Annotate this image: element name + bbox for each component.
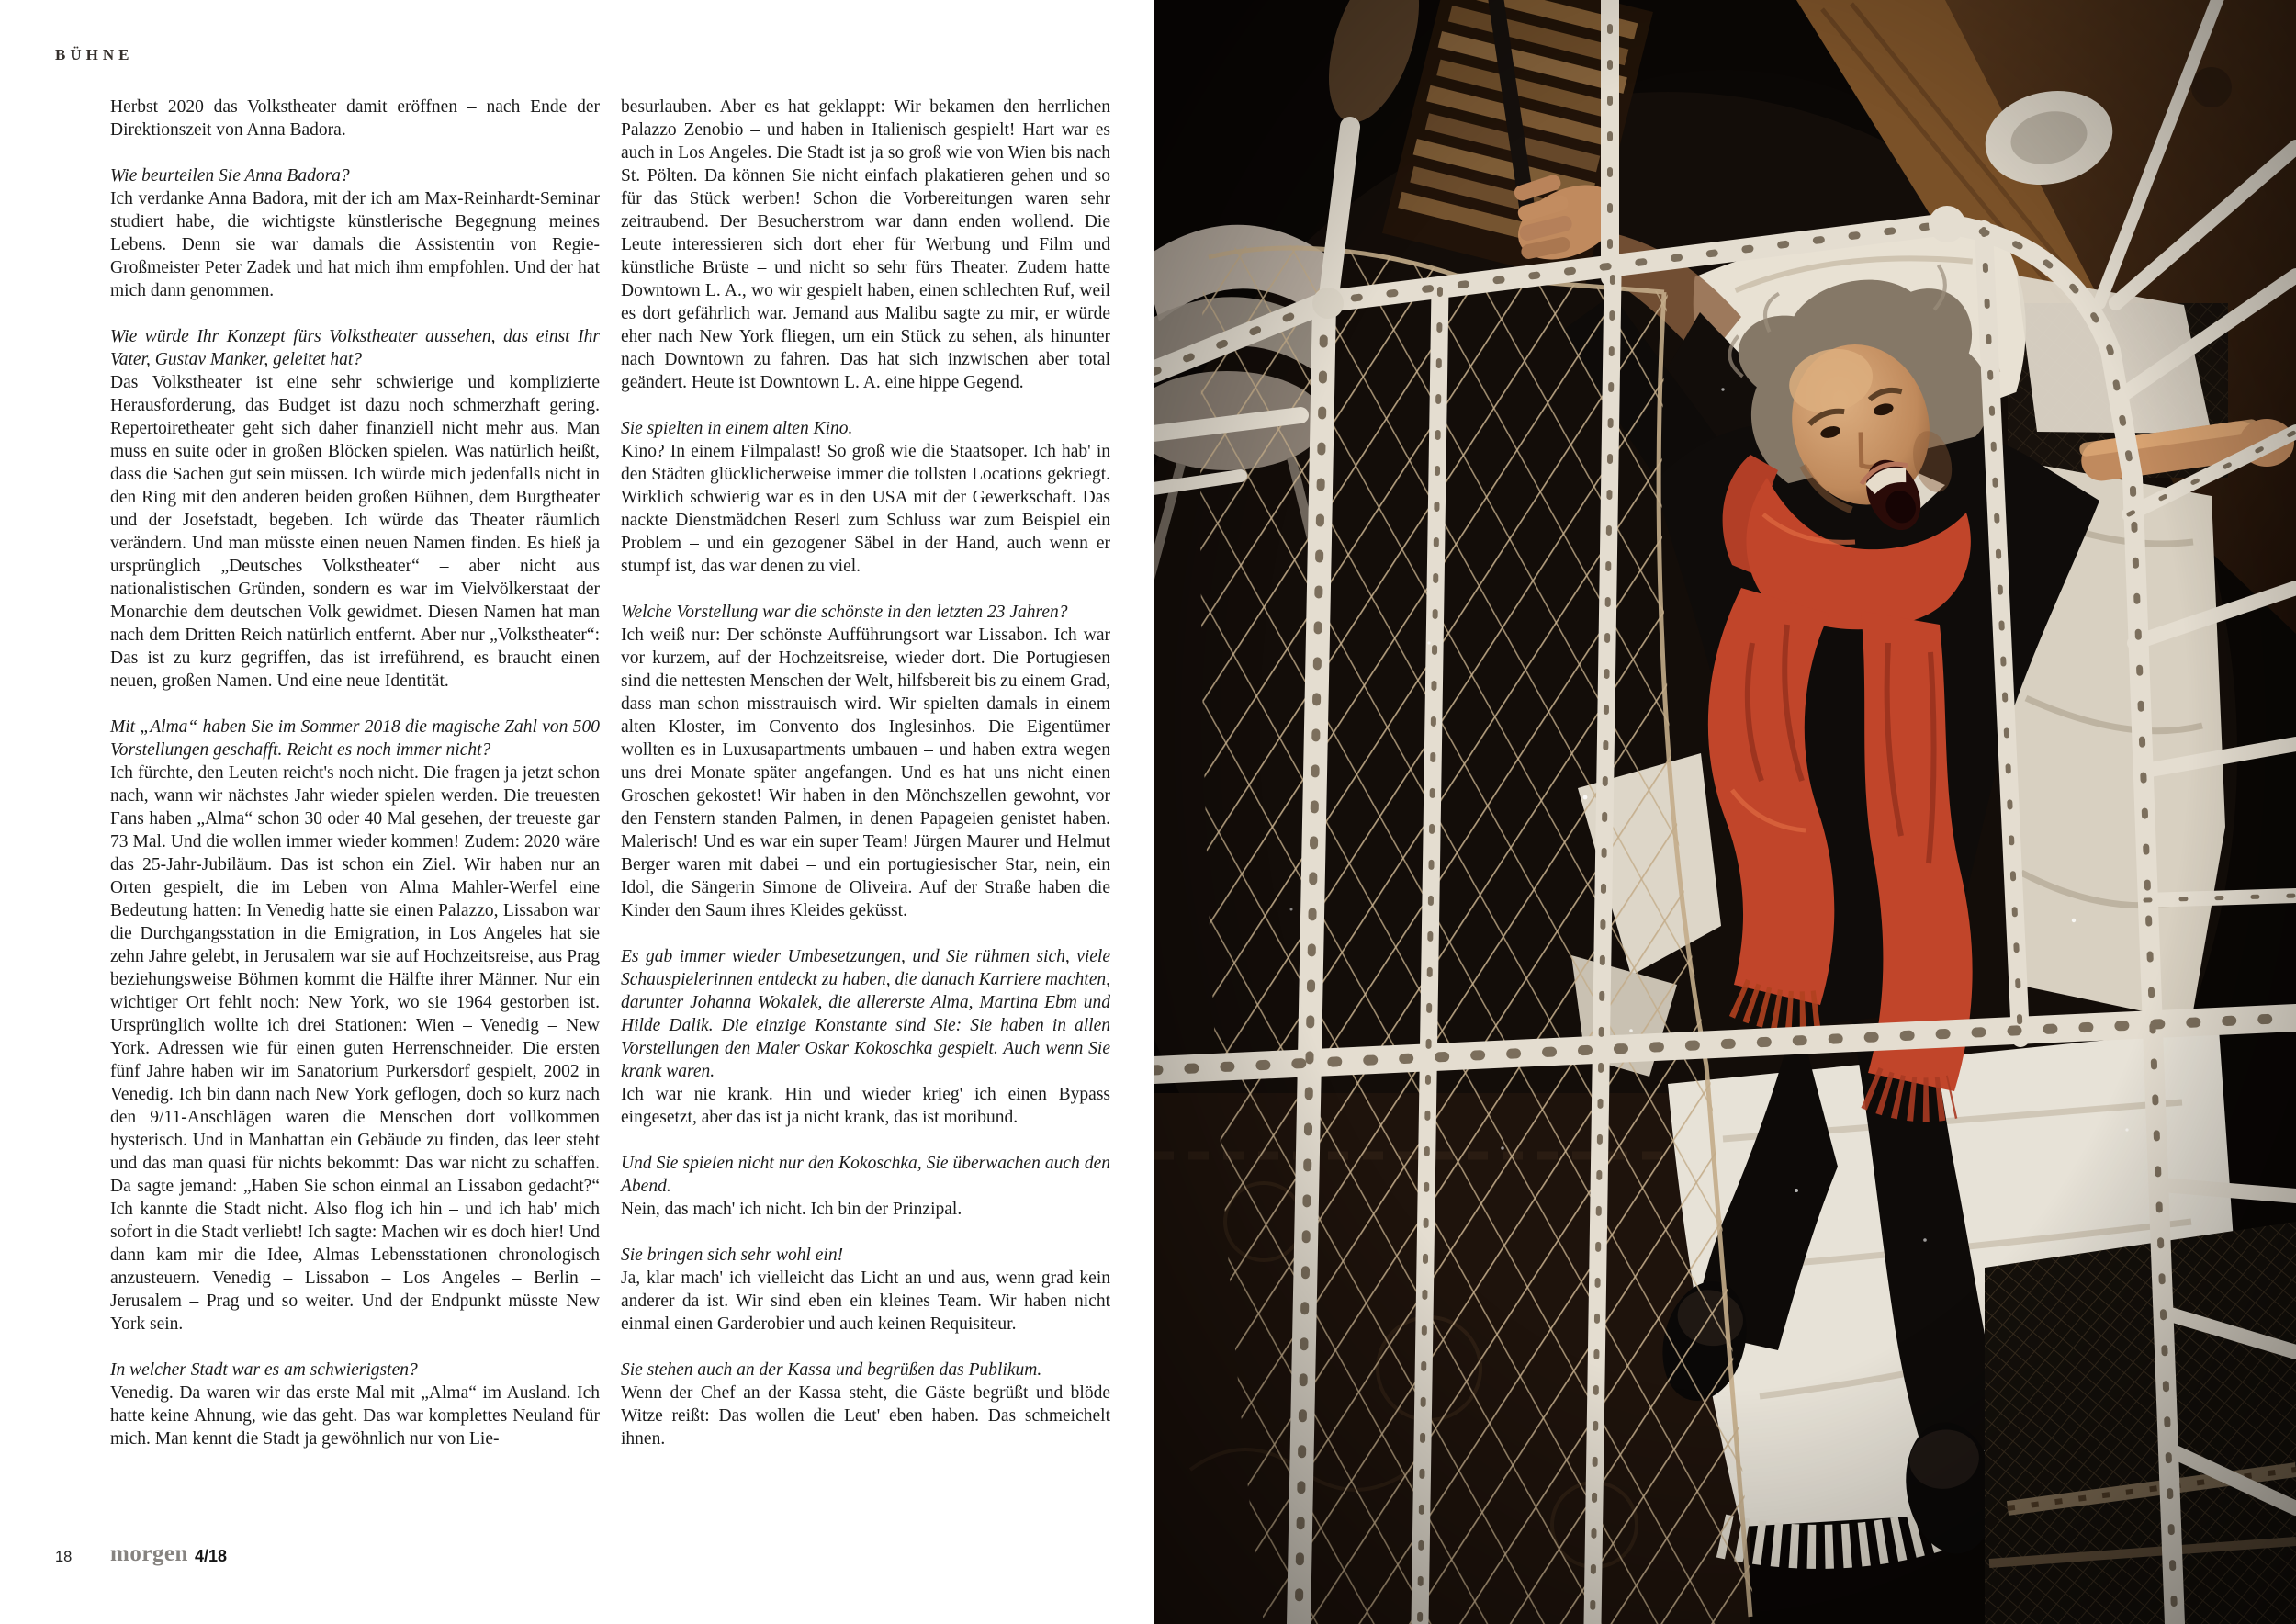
article-column-2 [621, 96, 1110, 1450]
interview-question: Sie stehen auch an der Kassa und begrüßen das Publikum. [621, 1360, 1042, 1380]
interview-question: In welcher Stadt war es am schwierigsten? [110, 1360, 418, 1380]
issue-number: 4/18 [195, 1547, 228, 1565]
interview-answer: Nein, das mach' ich nicht. Ich bin der Prinzipal. [621, 1200, 962, 1219]
interview-answer: Ich war nie krank. Hin und wieder krieg' ich einen Bypass eingesetzt, aber das ist ja nicht krank, das ist moribund. [621, 1085, 1110, 1127]
interview-answer: besurlauben. Aber es hat geklappt: Wir bekamen den herrlichen Palazzo Zenobio – und haben in Italienisch gespielt! Hart war es auch in Los Angeles. Die Stadt ist ja so groß wie von Wien bis nach St. Pölten. Da können Sie nicht einfach plakatieren gehen und so für das Stück werben! Schon die Vorbereitungen waren sehr zeitraubend. Der Besucherstrom war dann enden wollend. Die Leute interessieren sich dort eher für Werbung und Film und künstliche Brüste – und nicht so sehr fürs Theater. Zudem hatte Downtown L. A., wo wir gespielt haben, einen schlechten Ruf, weil es dort gefährlich war. Jemand aus Malibu sagte zu mir, er würde eher nach New York fliegen, um ein Stück zu sehen, als hinunter nach Downtown zu fahren. Das hat sich inzwischen aber total geändert. Heute ist Downtown L. A. eine hippe Gegend. [621, 97, 1110, 392]
page-footer [0, 1541, 1111, 1578]
interview-question: Mit „Alma“ haben Sie im Sommer 2018 die magische Zahl von 500 Vorstellungen geschafft. Reicht es noch immer nicht? [110, 717, 600, 760]
interview-question: Welche Vorstellung war die schönste in den letzten 23 Jahren? [621, 603, 1068, 622]
interview-question: Und Sie spielen nicht nur den Kokoschka, Sie überwachen auch den Abend. [621, 1154, 1110, 1196]
interview-answer: Venedig. Da waren wir das erste Mal mit „Alma“ im Ausland. Ich hatte keine Ahnung, wie das geht. Das war komplettes Neuland für mich. Man kennt die Stadt ja gewöhnlich nur von Lie- [110, 1383, 600, 1449]
interview-answer: Ich weiß nur: Der schönste Aufführungsort war Lissabon. Ich war vor kurzem, auf der Hochzeitsreise, wieder dort. Die Portugiesen sind die nettesten Menschen der Welt, hilfsbereit bis zu einem Grad, dass man schon misstrauisch wird. Wir spielten damals in einem alten Kloster, im Convento dos Inglesinhos. Die Eigentümer wollten es in Luxusapartments umbauen – und haben extra wegen uns drei Monate später angefangen. Und es hat uns nicht einen Groschen gekostet! Wir haben in den Mönchszellen gewohnt, vor den Fenstern standen Palmen, in denen Papageien genistet haben. Malerisch! Und es war ein super Team! Jürgen Maurer und Helmut Berger waren mit dabei – und ein portugiesischer Star, nein, ein Idol, die Sängerin Simone de Oliveira. Auf der Straße haben die Kinder den Saum ihres Kleides geküsst. [621, 626, 1110, 920]
interview-answer: Ich fürchte, den Leuten reicht's noch nicht. Die fragen ja jetzt schon nach, wann wir nächstes Jahr wieder spielen werden. Die treuesten Fans haben „Alma“ schon 30 oder 40 Mal gesehen, der treueste gar 73 Mal. Und die wollen immer wieder kommen! Zudem: 2020 wäre das 25-Jahr-Jubiläum. Das ist schon ein Ziel. Wir haben nur an Orten gespielt, die im Leben von Alma Mahler-Werfel eine Bedeutung hatten: In Venedig hatte sie einen Palazzo, Lissabon war die Durchgangsstation in die Emigration, in Los Angeles hat sie zehn Jahre gelebt, in Jerusalem war sie auf Hochzeitsreise, aus Prag beziehungsweise Böhmen kommt die Hälfte ihrer Männer. Nur ein wichtiger Ort fehlt noch: New York, wo sie 1964 gestorben ist. Ursprünglich wollte ich drei Stationen: Wien – Venedig – New York. Adressen wie für einen guten Herrenschneider. Die ersten fünf Jahre haben wir im Sanatorium Purkersdorf gespielt, 2002 in Venedig. Ich bin dann nach New York geflogen, doch so kurz nach den 9/11-Anschlägen waren die Menschen dort vollkommen hysterisch. Und in Manhattan ein Gebäude zu finden, das leer steht und das man quasi für nichts bekommt: Das war nicht zu schaffen. Da sagte jemand: „Haben Sie schon einmal an Lissabon gedacht?“ Ich kannte die Stadt nicht. Also flog ich hin – und ich hab' mich sofort in die Stadt verliebt! Ich sagte: Machen wir es doch hier! Und dann kam mir die Idee, Almas Lebensstationen chronologisch anzusteuern. Venedig – Lissabon – Los Angeles – Berlin – Jerusalem – Prag und so weiter. Und der Endpunkt müsste New York sein. [110, 763, 600, 1334]
interview-answer: Wenn der Chef an der Kassa steht, die Gäste begrüßt und blöde Witze reißt: Das wollen die Leut' eben haben. Das schmeichelt ihnen. [621, 1383, 1110, 1449]
section-label: BÜHNE [55, 46, 134, 63]
interview-answer: Herbst 2020 das Volkstheater damit eröffnen – nach Ende der Direktionszeit von Anna Badora. [110, 97, 600, 140]
interview-answer: Ja, klar mach' ich vielleicht das Licht an und aus, wenn grad kein anderer da ist. Wir sind eben ein kleines Team. Wir haben nicht einmal einen Garderobier und auch keinen Requisiteur. [621, 1269, 1110, 1334]
magazine-logo: morgen [110, 1541, 188, 1566]
interview-question: Wie beurteilen Sie Anna Badora? [110, 166, 350, 186]
interview-answer: Das Volkstheater ist eine sehr schwierige und komplizierte Herausforderung, das Budget ist dazu noch schmerzhaft gering. Repertoiretheater geht sich daher finanziell nicht mehr aus. Man muss en suite oder in großen Blöcken spielen. Was natürlich heißt, dass die Sachen gut sein müssen. Ich würde mich jedenfalls nicht in den Ring mit den anderen beiden großen Bühnen, dem Burgtheater und der Josefstadt, begeben. Ich würde das Theater räumlich verändern. Und man müsste einen neuen Namen finden. Es hieß ja ursprünglich „Deutsches Volkstheater“ – aber nicht aus nationalistischen Gründen, sondern es war im Vielvölkerstaat der Monarchie dem deutschen Volk gewidmet. Diesen Namen hat man nach dem Dritten Reich natürlich entfernt. Aber nur „Volkstheater“: Das ist zu kurz gegriffen, das ist irreführend, es braucht einen neuen, großen Namen. Und eine neue Identität. [110, 373, 600, 691]
article-column-1 [110, 96, 600, 1450]
interview-question: Sie bringen sich sehr wohl ein! [621, 1246, 844, 1265]
interview-question: Sie spielten in einem alten Kino. [621, 419, 853, 438]
interview-question: Wie würde Ihr Konzept fürs Volkstheater aussehen, das einst Ihr Vater, Gustav Manker, geleitet hat? [110, 327, 600, 369]
interview-question: Es gab immer wieder Umbesetzungen, und Sie rühmen sich, viele Schauspielerinnen entdeckt zu haben, die danach Karriere machten, darunter Johanna Wokalek, die allererste Alma, Martina Ebm und Hilde Dalik. Die einzige Konstante sind Sie: Sie haben in allen Vorstellungen den Maler Oskar Kokoschka gespielt. Auch wenn Sie krank waren. [621, 947, 1110, 1081]
photo-man-in-cage-bed [1154, 0, 2296, 1624]
interview-answer: Kino? In einem Filmpalast! So groß wie die Staatsoper. Ich hab' in den Städten glücklicherweise immer die tollsten Locations gekriegt. Wirklich schwierig war es in den USA mit der Gewerkschaft. Das nackte Dienstmädchen Reserl zum Schluss war zum Beispiel ein Problem – und ein gezogener Säbel in der Hand, auch wenn er stumpf ist, das war denen zu viel. [621, 442, 1110, 576]
page-number: 18 [55, 1549, 73, 1565]
interview-answer: Ich verdanke Anna Badora, mit der ich am Max-Reinhardt-Seminar studiert habe, die wichtigste künstlerische Begegnung meines Lebens. Denn sie war damals die Assistentin von Regie-Großmeister Peter Zadek und hat mich ihm empfohlen. Und der hat mich dann genommen. [110, 189, 600, 300]
